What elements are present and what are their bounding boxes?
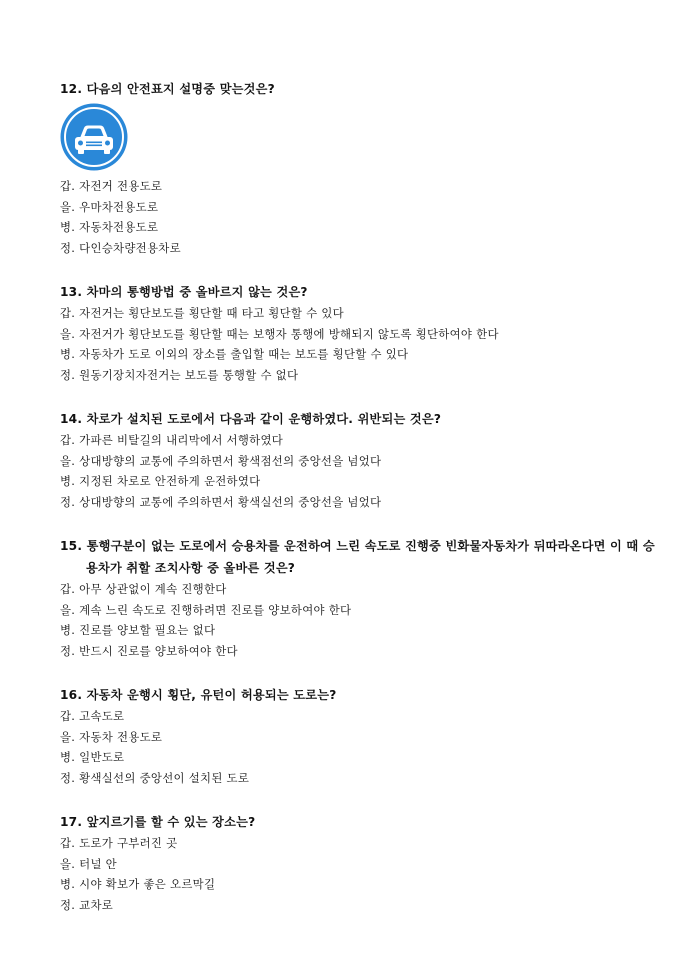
option-jeong: 정. 원동기장치자전거는 보도를 통행할 수 없다 (60, 367, 299, 382)
question-15 (60, 535, 680, 661)
option-byeong: 병. 진로를 양보할 필요는 없다 (60, 623, 216, 637)
option-byeong: 병. 지정된 차로로 안전하게 운전하였다 (60, 474, 261, 488)
option-list (60, 176, 680, 258)
option-list (60, 430, 680, 512)
option-jeong: 정. 황색실선의 중앙선이 설치된 도로 (60, 770, 250, 785)
option-list (60, 833, 680, 915)
option-eul: 을. 상대방향의 교통에 주의하면서 황색점선의 중앙선을 넘었다 (60, 453, 382, 468)
option-gap: 갑. 가파른 비탈길의 내리막에서 서행하였다 (60, 433, 284, 447)
option-eul: 을. 자동차 전용도로 (60, 729, 163, 744)
option-gap: 갑. 자전거는 횡단보도를 횡단할 때 타고 횡단할 수 있다 (60, 306, 344, 320)
car-only-road-sign-icon (60, 103, 128, 171)
option-list (60, 579, 680, 661)
option-gap: 갑. 아무 상관없이 계속 진행한다 (60, 582, 227, 596)
option-byeong: 병. 일반도로 (60, 750, 125, 764)
option-byeong: 병. 자동차가 도로 이외의 장소를 출입할 때는 보도를 횡단할 수 있다 (60, 347, 409, 361)
question-16 (60, 684, 680, 788)
option-list (60, 706, 680, 788)
question-14 (60, 408, 680, 512)
option-jeong: 정. 교차로 (60, 897, 114, 912)
option-jeong: 정. 다인승차량전용차로 (60, 240, 181, 255)
option-eul: 을. 터널 안 (60, 856, 117, 871)
question-title: 16. 자동차 운행시 횡단, 유턴이 허용되는 도로는? (60, 688, 337, 702)
option-eul: 을. 우마차전용도로 (60, 199, 159, 214)
option-jeong: 정. 상대방향의 교통에 주의하면서 황색실선의 중앙선을 넘었다 (60, 494, 382, 509)
question-title: 15. 통행구분이 없는 도로에서 승용차를 운전하여 느린 속도로 진행중 빈화물자동차가 뒤따라온다면 이 때 승용차가 취할 조치사항 중 올바른 것은? (60, 539, 655, 575)
question-title: 17. 앞지르기를 할 수 있는 장소는? (60, 815, 256, 829)
question-17 (60, 811, 680, 915)
option-gap: 갑. 도로가 구부러진 곳 (60, 836, 178, 850)
option-list (60, 303, 680, 385)
question-title: 12. 다음의 안전표지 설명중 맞는것은? (60, 82, 275, 96)
option-gap: 갑. 자전거 전용도로 (60, 179, 163, 193)
question-13 (60, 281, 680, 385)
option-eul: 을. 계속 느린 속도로 진행하려면 진로를 양보하여야 한다 (60, 602, 352, 617)
option-eul: 을. 자전거가 횡단보도를 횡단할 때는 보행자 통행에 방해되지 않도록 횡단하여야 한다 (60, 326, 499, 341)
question-title: 14. 차로가 설치된 도로에서 다음과 같이 운행하였다. 위반되는 것은? (60, 412, 442, 426)
option-byeong: 병. 시야 확보가 좋은 오르막길 (60, 877, 216, 891)
option-byeong: 병. 자동차전용도로 (60, 220, 159, 234)
question-title: 13. 차마의 통행방법 중 올바르지 않는 것은? (60, 285, 308, 299)
option-gap: 갑. 고속도로 (60, 709, 125, 723)
question-12 (60, 78, 680, 258)
option-jeong: 정. 반드시 진로를 양보하여야 한다 (60, 643, 238, 658)
